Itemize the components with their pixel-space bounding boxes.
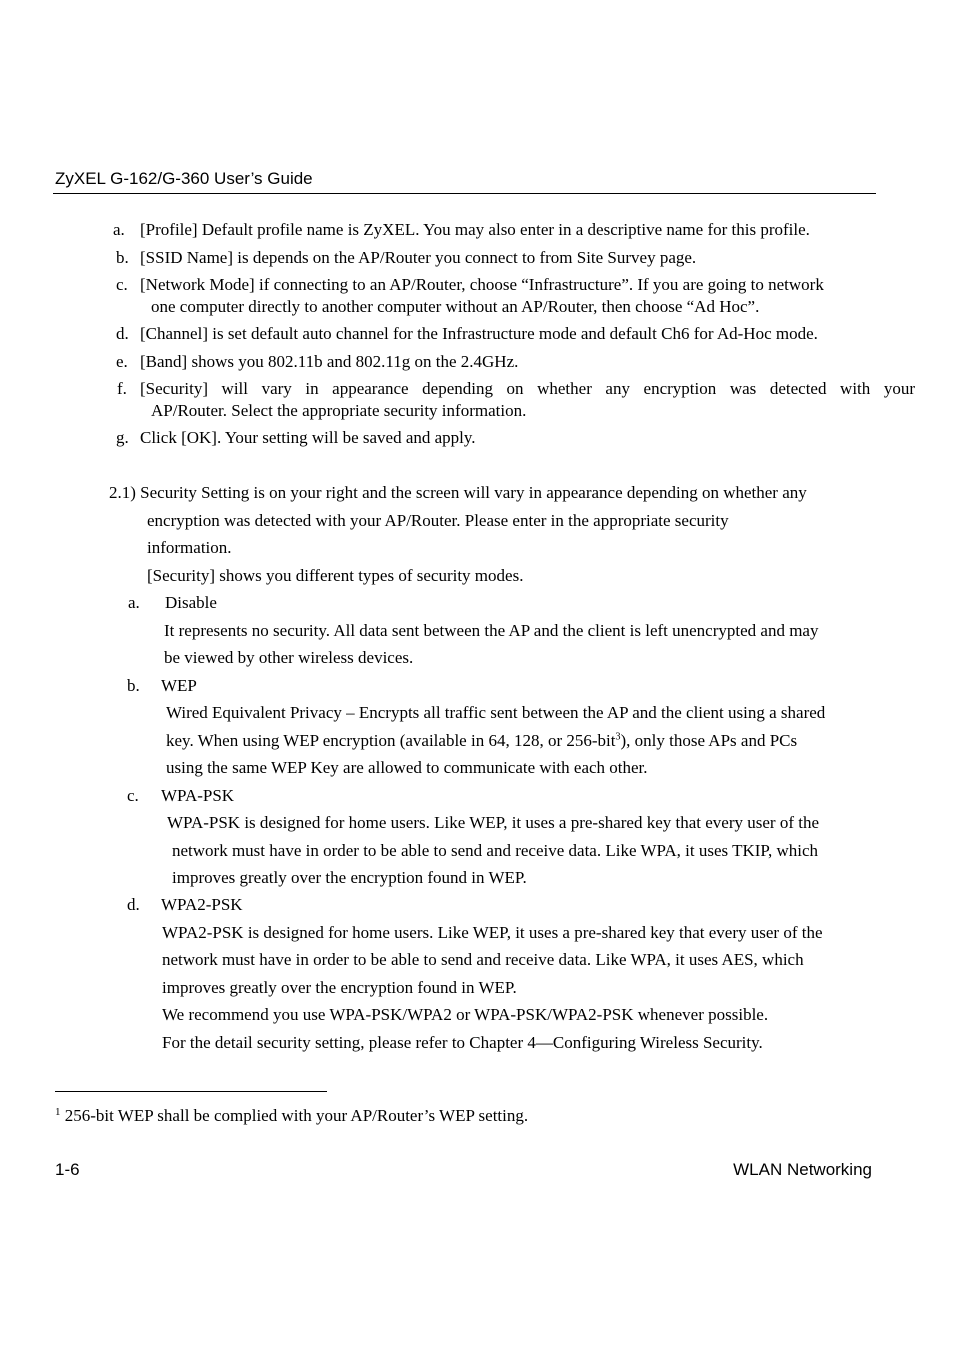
mode-desc-line: WPA2-PSK is designed for home users. Like WEP, it uses a pre-shared key that every user of the [162, 923, 823, 942]
list-marker-e: e. [116, 352, 128, 371]
list-item-band: [Band] shows you 802.11b and 802.11g on the 2.4GHz. [140, 352, 519, 371]
mode-title-disable: Disable [165, 593, 217, 612]
mode-desc-line: improves greatly over the encryption found in WEP. [162, 978, 517, 997]
list-item-security-cont: AP/Router. Select the appropriate security information. [151, 401, 527, 420]
mode-desc-line: Wired Equivalent Privacy – Encrypts all traffic sent between the AP and the client using a shared [166, 703, 826, 722]
list-marker-b: b. [116, 248, 129, 267]
footnote-marker: 1 [55, 1106, 61, 1118]
recommendation-line: We recommend you use WPA-PSK/WPA2 or WPA-PSK/WPA2-PSK whenever possible. [162, 1005, 769, 1024]
section-paragraph-line: 2.1) Security Setting is on your right and the screen will vary in appearance depending on whether any [109, 483, 807, 502]
footnote-reference: 3 [615, 731, 621, 743]
mode-desc-line: It represents no security. All data sent between the AP and the client is left unencrypted and may [164, 621, 819, 640]
list-marker-f: f. [117, 379, 127, 398]
mode-desc-line: be viewed by other wireless devices. [164, 648, 414, 667]
mode-title-wep: WEP [161, 676, 197, 695]
mode-desc-line [166, 732, 797, 749]
header-rule [53, 193, 876, 194]
footnote-text: 256-bit WEP shall be complied with your AP/Router’s WEP setting. [64, 1106, 529, 1125]
mode-desc-line: network must have in order to be able to send and receive data. Like WPA, it uses AES, which [162, 950, 804, 969]
mode-desc-line: WPA-PSK is designed for home users. Like WEP, it uses a pre-shared key that every user of the [167, 813, 820, 832]
list-item-network-mode: [Network Mode] if connecting to an AP/Router, choose “Infrastructure”. If you are going to network [140, 275, 824, 294]
page-number: 1-6 [55, 1160, 80, 1179]
list-item-ssid: [SSID Name] is depends on the AP/Router you connect to from Site Survey page. [140, 248, 697, 267]
list-item-ok: Click [OK]. Your setting will be saved and apply. [140, 428, 476, 447]
footnote-rule [55, 1091, 327, 1092]
mode-marker-disable: a. [128, 593, 140, 612]
mode-desc-text: key. When using WEP encryption (available in 64, 128, or 256-bit [166, 731, 616, 750]
section-paragraph-line: encryption was detected with your AP/Router. Please enter in the appropriate security [147, 511, 729, 530]
mode-desc-line: improves greatly over the encryption found in WEP. [172, 868, 527, 887]
chapter-reference-line: For the detail security setting, please refer to Chapter 4—Configuring Wireless Security. [162, 1033, 763, 1052]
section-paragraph-line: [Security] shows you different types of security modes. [147, 566, 524, 585]
list-marker-g: g. [116, 428, 129, 447]
footer-section-title: WLAN Networking [733, 1160, 872, 1179]
list-marker-a: a. [113, 220, 125, 239]
mode-title-wpa-psk: WPA-PSK [161, 786, 235, 805]
list-item-network-mode-cont: one computer directly to another computer without an AP/Router, then choose “Ad Hoc”. [151, 297, 760, 316]
footnote [55, 1107, 528, 1124]
section-paragraph-line: information. [147, 538, 232, 557]
mode-title-wpa2-psk: WPA2-PSK [161, 895, 243, 914]
mode-desc-text: ), only those APs and PCs [620, 731, 798, 750]
mode-marker-wpa2-psk: d. [127, 895, 140, 914]
list-item-security: [Security] will vary in appearance depending on whether any encryption was detected with your [140, 379, 915, 398]
list-item-profile: [Profile] Default profile name is ZyXEL. You may also enter in a descriptive name for this profile. [140, 220, 810, 239]
mode-marker-wep: b. [127, 676, 140, 695]
list-marker-c: c. [116, 275, 128, 294]
list-item-channel: [Channel] is set default auto channel for the Infrastructure mode and default Ch6 for Ad-Hoc mode. [140, 324, 818, 343]
mode-marker-wpa-psk: c. [127, 786, 139, 805]
mode-desc-line: network must have in order to be able to send and receive data. Like WPA, it uses TKIP, which [172, 841, 819, 860]
running-header: ZyXEL G-162/G-360 User’s Guide [55, 169, 313, 188]
list-marker-d: d. [116, 324, 129, 343]
mode-desc-line: using the same WEP Key are allowed to communicate with each other. [166, 758, 648, 777]
